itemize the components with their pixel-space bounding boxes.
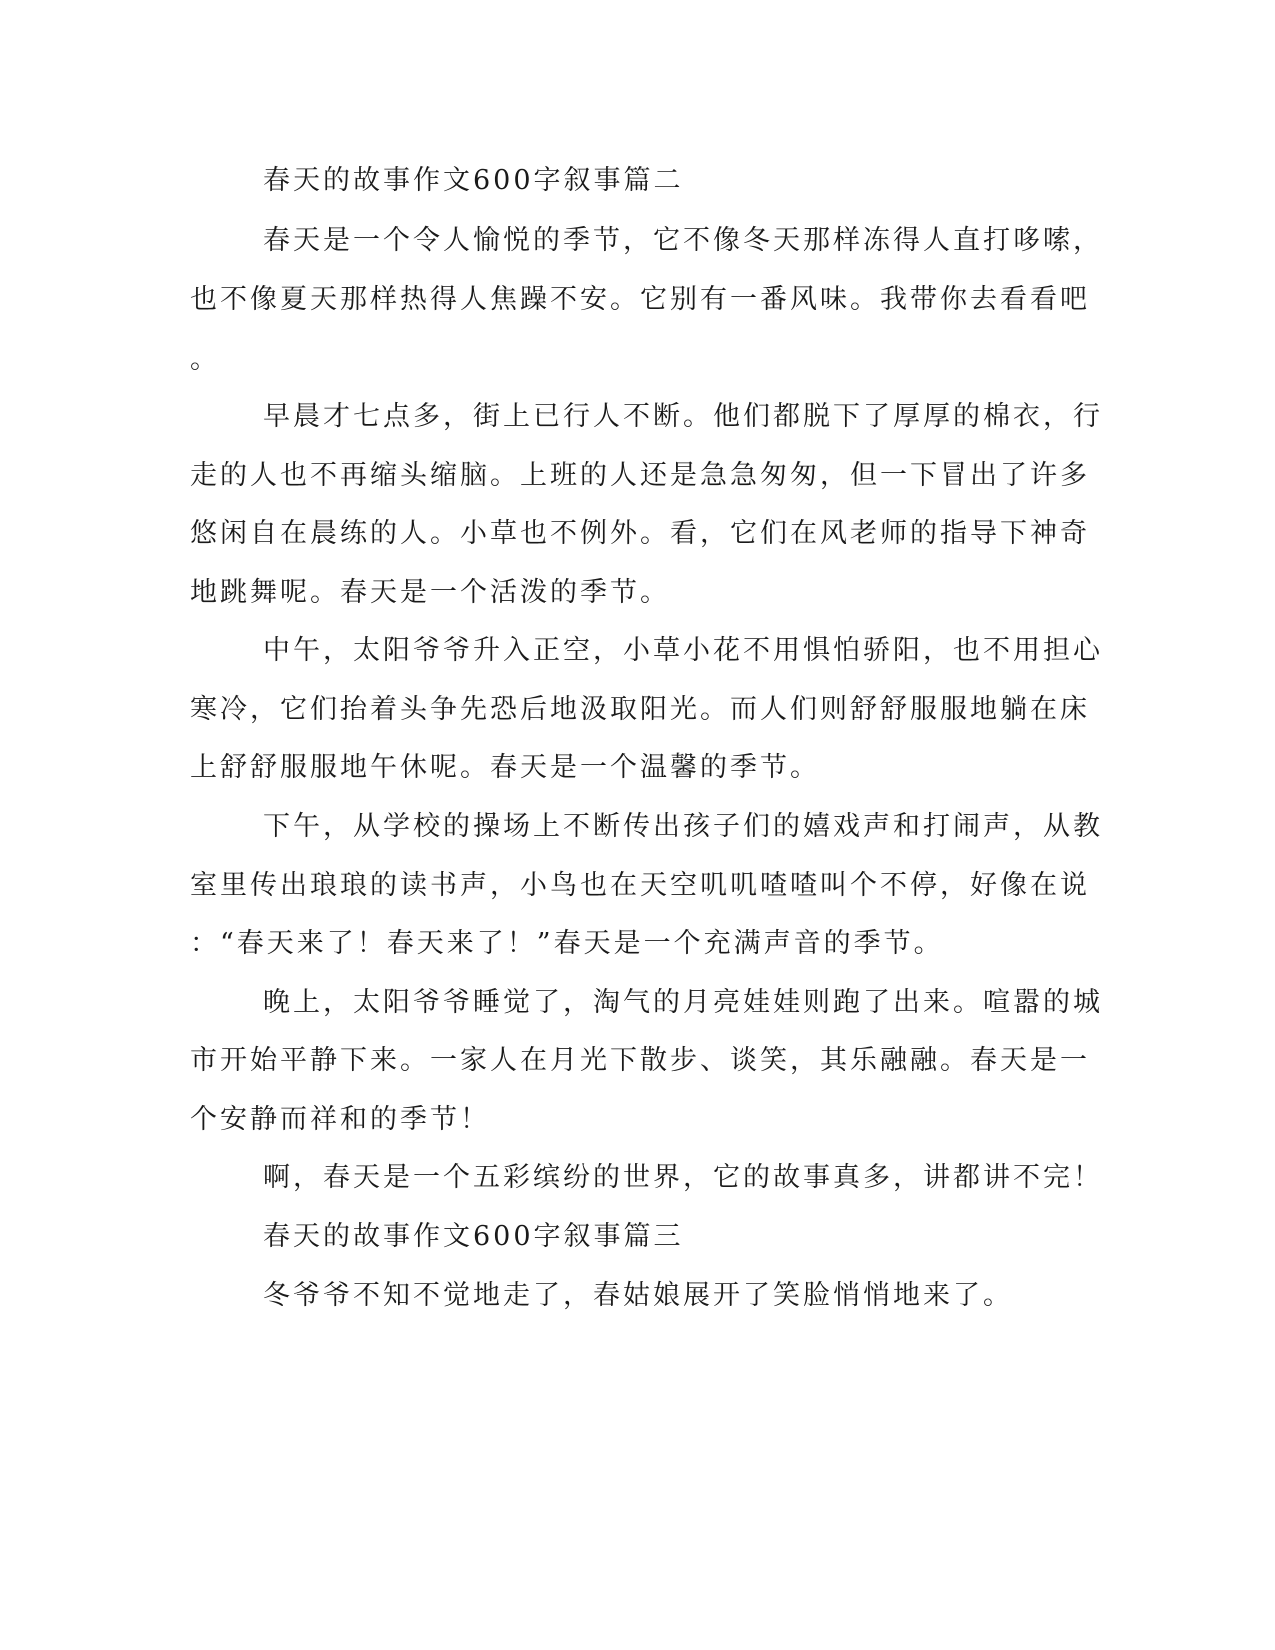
text-line: 走的人也不再缩头缩脑。上班的人还是急急匆匆，但一下冒出了许多	[190, 460, 1090, 491]
text-line: 啊，春天是一个五彩缤纷的世界，它的故事真多，讲都讲不完！	[263, 1162, 1103, 1193]
text-line: ：“春天来了！春天来了！”春天是一个充满声音的季节。	[190, 928, 944, 959]
text-line: 春天是一个令人愉悦的季节，它不像冬天那样冻得人直打哆嗦，	[263, 225, 1103, 256]
text-line: 中午，太阳爷爷升入正空，小草小花不用惧怕骄阳，也不用担心	[263, 635, 1103, 666]
text-line: 下午，从学校的操场上不断传出孩子们的嬉戏声和打闹声，从教	[263, 811, 1103, 842]
text-line: 个安静而祥和的季节！	[190, 1104, 490, 1135]
text-line: 上舒舒服服地午休呢。春天是一个温馨的季节。	[190, 752, 820, 783]
section-heading-2: 春天的故事作文600字叙事篇二	[263, 165, 684, 196]
text-line: 晚上，太阳爷爷睡觉了，淘气的月亮娃娃则跑了出来。喧嚣的城	[263, 987, 1103, 1018]
text-line: 。	[190, 344, 220, 375]
text-line: 地跳舞呢。春天是一个活泼的季节。	[190, 577, 670, 608]
text-line: 也不像夏天那样热得人焦躁不安。它别有一番风味。我带你去看看吧	[190, 284, 1090, 315]
text-line: 早晨才七点多，街上已行人不断。他们都脱下了厚厚的棉衣，行	[263, 401, 1103, 432]
text-line: 市开始平静下来。一家人在月光下散步、谈笑，其乐融融。春天是一	[190, 1045, 1090, 1076]
text-line: 室里传出琅琅的读书声，小鸟也在天空叽叽喳喳叫个不停，好像在说	[190, 870, 1090, 901]
section-heading-3: 春天的故事作文600字叙事篇三	[263, 1221, 684, 1252]
text-line: 寒冷，它们抬着头争先恐后地汲取阳光。而人们则舒舒服服地躺在床	[190, 694, 1090, 725]
text-line: 冬爷爷不知不觉地走了，春姑娘展开了笑脸悄悄地来了。	[263, 1280, 1013, 1311]
text-line: 悠闲自在晨练的人。小草也不例外。看，它们在风老师的指导下神奇	[190, 518, 1090, 549]
